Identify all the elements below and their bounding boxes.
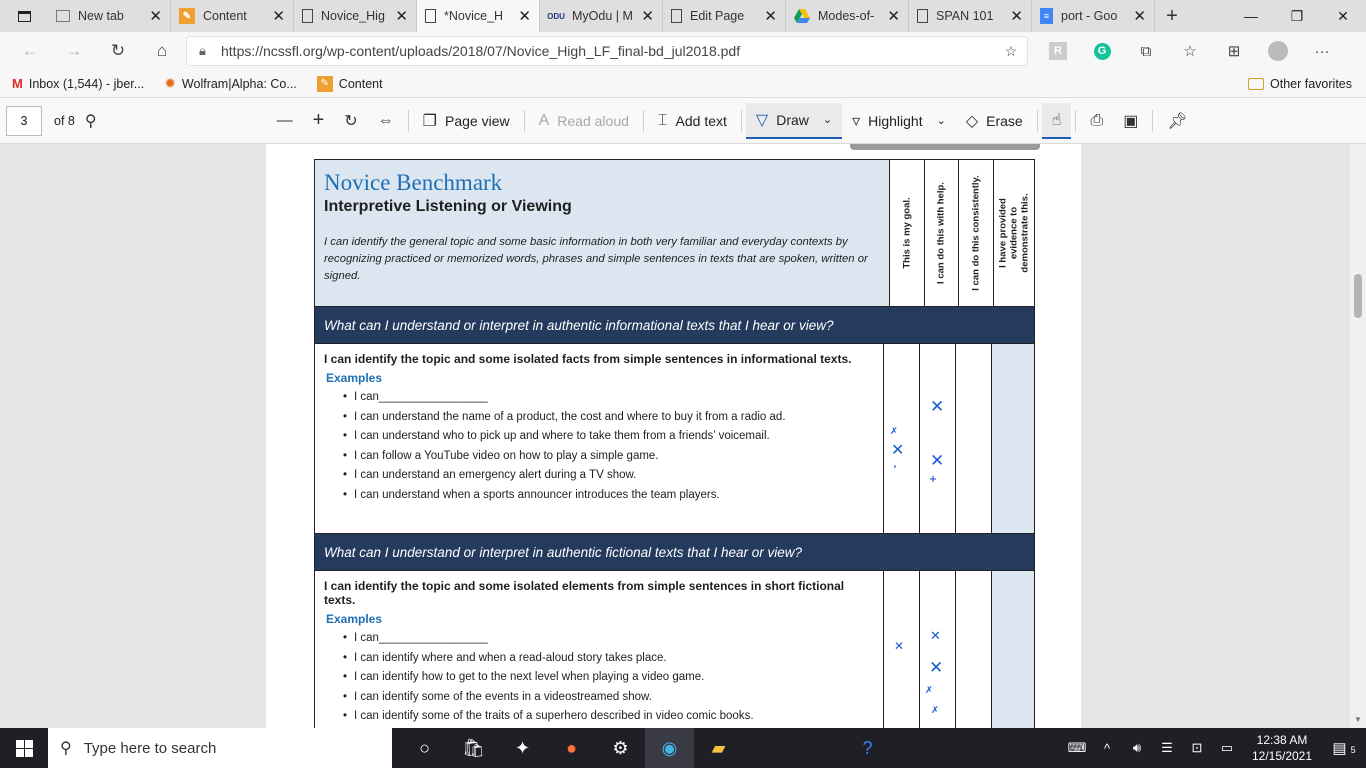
touch-write-button[interactable] (1042, 103, 1072, 139)
close-tab-icon[interactable]: ✕ (1010, 8, 1023, 25)
search-placeholder: Type here to search (83, 739, 217, 757)
document-icon (917, 9, 928, 23)
ink-x-mark: ✕ (929, 658, 944, 678)
printer-icon: ⎙ (1090, 111, 1104, 129)
tab-title: Modes-of- (818, 9, 875, 23)
system-tray (1062, 732, 1366, 764)
page-number-input[interactable] (6, 106, 42, 136)
restore-button[interactable]: ❐ (1290, 7, 1304, 24)
save-icon: ▣ (1123, 112, 1139, 130)
close-tab-icon[interactable]: ✕ (518, 8, 531, 25)
draw-button[interactable] (746, 103, 842, 139)
favorites-bar (0, 70, 1366, 98)
tab-title: Edit Page (690, 9, 745, 23)
close-tab-icon[interactable]: ✕ (272, 8, 285, 25)
forward-arrow-icon: → (65, 41, 83, 60)
other-favorites[interactable] (1248, 77, 1352, 91)
ink-x-mark: ✗ (890, 426, 898, 437)
list-item: • I can understand an emergency alert during a TV show. (344, 466, 874, 486)
grammarly-icon[interactable]: G (1080, 35, 1124, 67)
add-favorite-icon[interactable]: ☆ (1004, 42, 1018, 59)
tab-title: Content (203, 9, 247, 23)
dropbox-icon: ✦ (514, 737, 531, 758)
collections-icon[interactable]: ⊞ (1227, 43, 1241, 60)
column-label: This is my goal. (901, 197, 913, 269)
tab-title: SPAN 101 (936, 9, 994, 23)
windows-taskbar (0, 728, 1366, 768)
pdf-viewer (0, 144, 1366, 728)
gear-icon: ⚙ (612, 737, 629, 758)
section-row-informational (315, 343, 1034, 533)
scrollbar-thumb[interactable] (1354, 274, 1362, 318)
check-cell-with-help[interactable] (919, 344, 955, 533)
google-docs-icon: ≡ (1040, 8, 1053, 24)
document-icon (671, 9, 682, 23)
erase-button[interactable] (956, 103, 1033, 139)
read-aloud-button[interactable] (529, 103, 639, 139)
list-item: • I can understand the name of a product, the cost and where to buy it from a radio ad. (344, 408, 874, 428)
text-box-icon: ⌶ (657, 111, 668, 129)
clock-date: 12/15/2021 (1251, 749, 1313, 763)
section-content (315, 344, 883, 533)
examples-label: Examples (326, 371, 383, 385)
close-window-button[interactable]: ✕ (1337, 7, 1349, 24)
tab-span-101[interactable] (909, 0, 1032, 32)
ink-x-mark: ✕ (930, 451, 945, 471)
edge-button[interactable] (645, 728, 694, 768)
list-item: • I can identify some of the events in a videostreamed show. (344, 688, 874, 708)
google-drive-icon (794, 8, 810, 24)
forward-button[interactable] (52, 35, 96, 67)
column-evidence (993, 160, 1034, 306)
erase-label: Erase (986, 112, 1023, 129)
tab-modes-of[interactable] (786, 0, 909, 32)
windows-logo-icon (16, 740, 33, 757)
ink-x-mark: ✕ (891, 440, 905, 459)
dropbox-button[interactable] (498, 728, 547, 768)
tab-novice-high-active[interactable] (417, 0, 540, 32)
plus-icon: + (1166, 4, 1178, 27)
refresh-icon: ↻ (110, 41, 126, 60)
vertical-scrollbar[interactable] (1350, 144, 1366, 728)
favorite-wolfram[interactable] (164, 75, 297, 92)
pencil-note-icon: ✎ (317, 76, 333, 92)
home-icon: ⌂ (156, 41, 168, 60)
ink-x-mark: ✕ (930, 397, 945, 417)
chevron-down-icon[interactable]: ⌄ (822, 114, 833, 126)
address-bar[interactable] (186, 36, 1028, 66)
minimize-button[interactable]: — (1244, 8, 1258, 24)
pdf-toolbar (0, 98, 1366, 144)
tab-actions-button[interactable] (0, 0, 48, 32)
benchmark-title: Novice Benchmark (324, 170, 503, 195)
check-cell-consistently[interactable] (955, 344, 991, 533)
tab-content[interactable] (171, 0, 294, 32)
close-tab-icon[interactable]: ✕ (395, 8, 408, 25)
taskbar-search-box[interactable] (48, 728, 392, 768)
list-item: • I can identify some of the traits of a superhero described in video comic books. (344, 707, 874, 727)
list-item: • I can understand who to pick up and where to take them from a friends’ voicemail. (344, 427, 874, 447)
notification-count: 5 (1350, 745, 1356, 755)
examples-list (344, 388, 874, 505)
draw-label: Draw (776, 111, 809, 128)
volume-icon[interactable]: 🔊︎ (1132, 740, 1142, 755)
tab-bar (0, 0, 1366, 32)
list-item: • I can identify where and when a read-aloud story takes place. (344, 649, 874, 669)
column-label: I have provided evidence to demonstrate this. (997, 193, 1031, 273)
back-arrow-icon: ← (21, 41, 39, 60)
tab-title: Novice_Hig (321, 9, 385, 23)
previous-page-edge (850, 144, 1040, 150)
section-heading-fictional: What can I understand or interpret in authentic fictional texts that I hear or view? (315, 533, 1034, 570)
gmail-icon: M (12, 76, 23, 91)
pen-icon: ▽ (755, 111, 769, 129)
display-icon[interactable]: ▭ (1220, 740, 1234, 755)
eraser-icon: ◇ (965, 112, 979, 130)
close-tab-icon[interactable]: ✕ (641, 8, 654, 25)
fit-page-button[interactable] (368, 103, 404, 139)
highlighter-icon: ▿ (852, 112, 861, 130)
address-toolbar (0, 32, 1366, 70)
help-icon: ? (862, 737, 873, 758)
page-view-label: Page view (445, 112, 510, 129)
ink-x-mark: ✗ (931, 705, 939, 716)
page-view-icon: ❐ (422, 112, 438, 130)
separator (1152, 110, 1153, 132)
fit-width-icon: ⇔ (377, 111, 394, 129)
cortana-icon: ○ (419, 737, 430, 758)
read-aloud-label: Read aloud (557, 112, 629, 129)
back-button[interactable] (8, 35, 52, 67)
clock-time: 12:38 AM (1256, 733, 1308, 747)
store-icon: 🛍︎ (462, 737, 485, 758)
tab-new-tab[interactable] (48, 0, 171, 32)
list-item: • I can follow a YouTube video on how to play a simple game. (344, 447, 874, 467)
profile-avatar[interactable] (1256, 35, 1300, 67)
save-button[interactable] (1113, 103, 1148, 139)
close-tab-icon[interactable]: ✕ (149, 8, 162, 25)
benchmark-header (315, 160, 1034, 306)
lock-icon: 🔒︎ (199, 43, 206, 58)
firefox-icon: ● (566, 737, 577, 758)
search-icon: ⚲ (60, 740, 72, 757)
action-icon[interactable]: ⊡ (1191, 740, 1203, 755)
rotate-button[interactable] (334, 103, 367, 139)
more-menu-icon[interactable]: ··· (1314, 42, 1330, 60)
edge-icon: ◉ (661, 737, 678, 758)
tab-title: port - Goo (1061, 9, 1118, 23)
document-icon (302, 9, 313, 23)
favorite-inbox[interactable] (12, 76, 144, 91)
add-text-button[interactable] (648, 103, 737, 139)
zoom-in-button[interactable] (303, 103, 335, 139)
window-controls (1228, 0, 1366, 32)
check-cell-evidence[interactable] (991, 344, 1034, 533)
network-icon[interactable]: ☰ (1161, 740, 1173, 755)
refresh-button[interactable] (96, 35, 140, 67)
home-button[interactable] (140, 35, 184, 67)
list-item: • I can identify how to get to the next level when playing a video game. (344, 668, 874, 688)
close-tab-icon[interactable]: ✕ (764, 8, 777, 25)
page-view-button[interactable] (413, 103, 520, 139)
ink-dot-mark: · (893, 462, 897, 473)
new-tab-icon (56, 10, 70, 22)
document-icon (425, 9, 436, 23)
ink-x-mark: ✕ (894, 639, 905, 653)
wolfram-icon: ✹ (164, 75, 176, 91)
rotate-icon: ↻ (344, 112, 358, 130)
tab-title: *Novice_H (444, 9, 504, 23)
tab-port-google[interactable] (1032, 0, 1155, 32)
benchmark-table (314, 159, 1035, 761)
separator (524, 110, 525, 132)
scroll-down-icon[interactable]: ▼ (1354, 715, 1362, 724)
ink-plus-mark: + (929, 474, 937, 485)
folder-icon: ▰ (711, 737, 726, 758)
page-current: 3 (20, 113, 28, 128)
separator (643, 110, 644, 132)
chevron-down-icon[interactable]: ⌄ (936, 115, 946, 127)
print-button[interactable] (1080, 103, 1113, 139)
section-heading-informational: What can I understand or interpret in authentic informational texts that I hear or view? (315, 306, 1034, 343)
column-goal (889, 160, 924, 306)
tab-edit-page[interactable] (663, 0, 786, 32)
touch-icon: ☝︎ (1051, 111, 1062, 129)
separator (741, 110, 742, 132)
column-with-help (924, 160, 959, 306)
favorite-label: Content (338, 76, 383, 91)
tab-actions-icon (18, 11, 31, 22)
pin-icon: 📌︎ (1167, 112, 1188, 130)
tab-novice-high-1[interactable] (294, 0, 417, 32)
folder-icon (1248, 78, 1264, 90)
separator (408, 110, 409, 132)
favorites-icon[interactable]: ☆ (1183, 43, 1197, 60)
url-text: https://ncssfl.org/wp-content/uploads/2018/07/Novice_High_LF_final-bd_jul2018.pdf (221, 43, 741, 59)
benchmark-subtitle: Interpretive Listening or Viewing (324, 198, 572, 215)
tab-title: MyOdu | M (572, 9, 633, 23)
help-button[interactable] (843, 728, 892, 768)
other-favorites-label: Other favorites (1270, 76, 1352, 91)
can-do-statement: I can identify the topic and some isolated elements from simple sentences in short fictional texts. (324, 579, 845, 607)
odu-logo-icon: ODU (547, 11, 565, 21)
pin-toolbar-button[interactable] (1157, 103, 1197, 139)
search-icon: ⚲ (84, 112, 97, 130)
zoom-out-button[interactable] (267, 103, 303, 139)
favorite-label: Inbox (1,544) - jber... (28, 76, 145, 91)
pdf-page (266, 144, 1081, 744)
column-consistently (958, 160, 993, 306)
separator (1075, 110, 1076, 132)
benchmark-description: I can identify the general topic and some basic information in both very familiar and everyday contexts by recognizing practiced or memorized words, phrases and simple sentences in texts that are spoken, written or signed. (324, 236, 868, 282)
firefox-button[interactable] (547, 728, 596, 768)
plus-icon: + (312, 109, 325, 131)
close-tab-icon[interactable]: ✕ (1133, 8, 1146, 25)
notification-center-button[interactable] (1322, 739, 1366, 757)
close-tab-icon[interactable]: ✕ (887, 8, 900, 25)
keyboard-icon[interactable]: ⌨ (1067, 740, 1087, 755)
list-item: • I can understand when a sports announcer introduces the team players. (344, 486, 874, 506)
ink-x-mark: ✕ (930, 629, 941, 644)
chevron-up-icon[interactable]: ^ (1103, 740, 1111, 756)
ink-x-mark: ✗ (925, 685, 933, 696)
list-item: • I can_________________ (344, 388, 874, 408)
add-text-label: Add text (675, 112, 727, 129)
tab-myodu[interactable] (540, 0, 663, 32)
benchmark-header-text (315, 160, 889, 306)
highlight-label: Highlight (868, 112, 923, 129)
can-do-statement: I can identify the topic and some isolated facts from simple sentences in informational texts. (324, 352, 852, 366)
list-item: • I can_________________ (344, 629, 874, 649)
page-total (42, 103, 85, 139)
new-tab-button[interactable] (1155, 0, 1189, 32)
minus-icon: — (276, 111, 293, 129)
check-cell-goal[interactable] (883, 344, 919, 533)
page-total-label: of 8 (54, 113, 75, 128)
store-button[interactable] (449, 728, 498, 768)
taskbar-clock[interactable] (1242, 732, 1322, 764)
favorite-content[interactable] (317, 76, 383, 92)
cortana-button[interactable] (400, 728, 449, 768)
read-aloud-icon: A (538, 111, 550, 129)
notification-icon: ▤ (1332, 740, 1347, 757)
find-button[interactable] (85, 103, 107, 139)
extensions-puzzle-icon[interactable]: ⧉ (1140, 42, 1152, 60)
tab-title: New tab (78, 9, 124, 23)
settings-button[interactable] (596, 728, 645, 768)
column-label: I can do this consistently. (970, 175, 982, 291)
file-explorer-button[interactable] (694, 728, 743, 768)
examples-label: Examples (326, 612, 383, 626)
separator (1037, 110, 1038, 132)
pencil-note-icon: ✎ (179, 8, 195, 24)
favorite-label: Wolfram|Alpha: Co... (181, 76, 297, 91)
highlight-button[interactable] (842, 103, 956, 139)
start-button[interactable] (0, 728, 48, 768)
column-label: I can do this with help. (935, 182, 947, 284)
extension-icons (1036, 35, 1344, 67)
extension-r-icon[interactable]: R (1036, 35, 1080, 67)
